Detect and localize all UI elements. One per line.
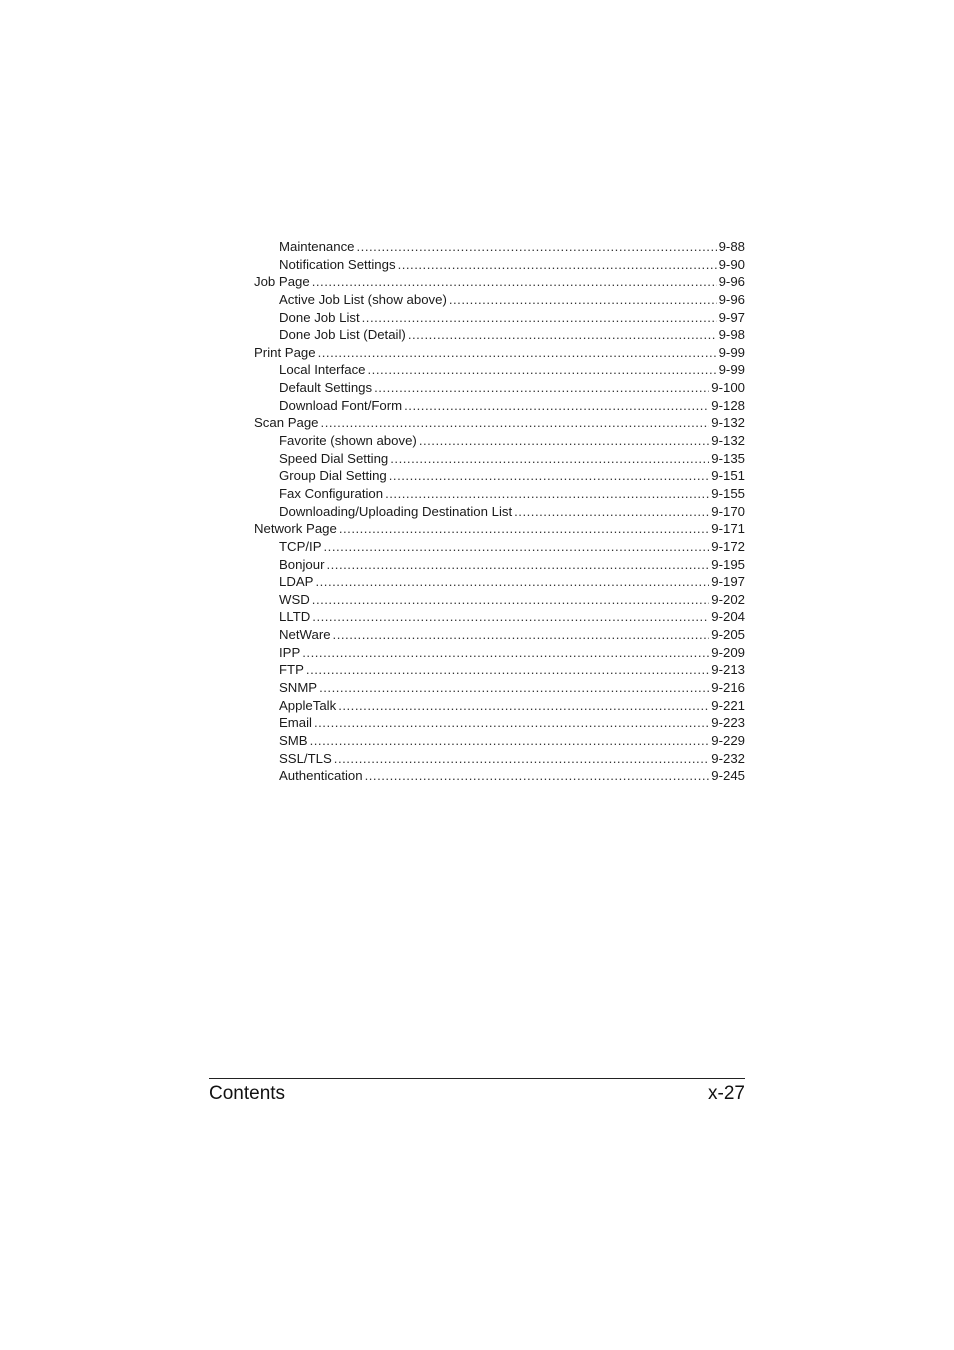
- toc-entry-label: Network Page: [254, 521, 337, 537]
- toc-entry-page: 9-204: [711, 609, 745, 625]
- toc-entry-label: SMB: [279, 732, 308, 748]
- toc-dot-leader: [398, 256, 717, 274]
- toc-entry[interactable]: [254, 309, 745, 327]
- footer-section-title: Contents: [209, 1083, 286, 1104]
- toc-entry-label: Active Job List (show above): [279, 291, 447, 307]
- toc-entry[interactable]: [254, 538, 745, 556]
- toc-entry[interactable]: [254, 750, 745, 768]
- toc-dot-leader: [385, 485, 709, 503]
- toc-entry-page: 9-128: [711, 397, 745, 413]
- toc-entry-page: 9-96: [718, 291, 745, 307]
- toc-dot-leader: [302, 644, 709, 662]
- toc-dot-leader: [312, 273, 717, 291]
- toc-entry-page: 9-132: [711, 433, 745, 449]
- toc-entry[interactable]: [254, 238, 745, 256]
- toc-entry[interactable]: [254, 714, 745, 732]
- toc-entry[interactable]: [254, 485, 745, 503]
- toc-entry-page: 9-223: [711, 715, 745, 731]
- toc-entry-label: Done Job List: [279, 309, 360, 325]
- toc-entry-label: Download Font/Form: [279, 397, 403, 413]
- toc-entry-label: Print Page: [254, 344, 316, 360]
- toc-entry-page: 9-216: [711, 680, 745, 696]
- toc-dot-leader: [314, 714, 709, 732]
- toc-entry-label: IPP: [279, 644, 301, 660]
- toc-entry-page: 9-232: [711, 750, 745, 766]
- toc-entry[interactable]: [254, 591, 745, 609]
- toc-entry-page: 9-132: [711, 415, 745, 431]
- toc-dot-leader: [368, 361, 717, 379]
- toc-dot-leader: [333, 626, 710, 644]
- toc-dot-leader: [310, 732, 710, 750]
- toc-entry[interactable]: [254, 467, 745, 485]
- toc-entry-label: Local Interface: [279, 362, 366, 378]
- toc-entry-page: 9-99: [718, 362, 745, 378]
- toc-dot-leader: [334, 750, 709, 768]
- toc-entry-page: 9-171: [711, 521, 745, 537]
- toc-entry[interactable]: [254, 679, 745, 697]
- toc-entry[interactable]: [254, 697, 745, 715]
- toc-entry-page: 9-213: [711, 662, 745, 678]
- toc-entry[interactable]: [254, 432, 745, 450]
- toc-entry-page: 9-151: [711, 468, 745, 484]
- toc-dot-leader: [326, 556, 709, 574]
- toc-entry-label: Group Dial Setting: [279, 468, 387, 484]
- toc-entry-page: 9-205: [711, 627, 745, 643]
- toc-dot-leader: [362, 309, 717, 327]
- toc-entry-page: 9-99: [718, 344, 745, 360]
- toc-entry-page: 9-197: [711, 574, 745, 590]
- toc-entry-label: Bonjour: [279, 556, 325, 572]
- toc-entry-label: Done Job List (Detail): [279, 327, 406, 343]
- toc-entry[interactable]: [254, 520, 745, 538]
- toc-entry-page: 9-88: [718, 239, 745, 254]
- toc-dot-leader: [365, 767, 710, 785]
- toc-dot-leader: [321, 414, 710, 432]
- toc-entry-label: Maintenance: [279, 239, 355, 254]
- toc-dot-leader: [318, 344, 717, 362]
- toc-entry[interactable]: [254, 414, 745, 432]
- toc-entry-label: Speed Dial Setting: [279, 450, 389, 466]
- toc-dot-leader: [404, 397, 709, 415]
- toc-dot-leader: [338, 697, 709, 715]
- toc-entry[interactable]: [254, 644, 745, 662]
- toc-entry[interactable]: [254, 273, 745, 291]
- toc-entry[interactable]: [254, 661, 745, 679]
- toc-entry-page: 9-96: [718, 274, 745, 290]
- toc-entry[interactable]: [254, 767, 745, 785]
- toc-entry-page: 9-229: [711, 732, 745, 748]
- toc-entry-page: 9-202: [711, 591, 745, 607]
- toc-entry-label: Notification Settings: [279, 256, 396, 272]
- toc-entry-label: AppleTalk: [279, 697, 337, 713]
- toc-entry-label: LDAP: [279, 574, 314, 590]
- toc-dot-leader: [449, 291, 717, 309]
- toc-entry-label: Authentication: [279, 768, 363, 784]
- toc-entry-label: SNMP: [279, 680, 318, 696]
- toc-entry[interactable]: [254, 361, 745, 379]
- toc-entry[interactable]: [254, 556, 745, 574]
- toc-entry-page: 9-97: [718, 309, 745, 325]
- toc-entry-page: 9-209: [711, 644, 745, 660]
- toc-entry-page: 9-135: [711, 450, 745, 466]
- toc-entry[interactable]: [254, 503, 745, 521]
- toc-entry-page: 9-90: [718, 256, 745, 272]
- toc-entry-label: Downloading/Uploading Destination List: [279, 503, 513, 519]
- toc-entry-label: Default Settings: [279, 380, 373, 396]
- toc-entry-label: WSD: [279, 591, 310, 607]
- toc-dot-leader: [312, 591, 709, 609]
- toc-dot-leader: [357, 238, 717, 256]
- page-footer: [209, 1082, 745, 1106]
- toc-dot-leader: [312, 608, 709, 626]
- toc-entry-page: 9-100: [711, 380, 745, 396]
- footer-divider: [209, 1078, 745, 1079]
- toc-entry[interactable]: [254, 732, 745, 750]
- toc-entry-page: 9-172: [711, 538, 745, 554]
- toc-entry[interactable]: [254, 573, 745, 591]
- toc-entry[interactable]: [254, 256, 745, 274]
- toc-entry[interactable]: [254, 379, 745, 397]
- toc-dot-leader: [419, 432, 709, 450]
- table-of-contents: [254, 238, 745, 785]
- toc-dot-leader: [514, 503, 709, 521]
- toc-entry-page: 9-195: [711, 556, 745, 572]
- toc-entry-label: Favorite (shown above): [279, 433, 417, 449]
- toc-entry[interactable]: [254, 626, 745, 644]
- toc-entry-label: FTP: [279, 662, 304, 678]
- toc-dot-leader: [374, 379, 709, 397]
- toc-dot-leader: [389, 467, 710, 485]
- toc-entry[interactable]: [254, 344, 745, 362]
- toc-entry[interactable]: [254, 608, 745, 626]
- toc-dot-leader: [390, 450, 709, 468]
- toc-entry-page: 9-245: [711, 768, 745, 784]
- toc-dot-leader: [408, 326, 717, 344]
- toc-entry-page: 9-98: [718, 327, 745, 343]
- toc-entry-label: Job Page: [254, 274, 310, 290]
- toc-entry[interactable]: [254, 397, 745, 415]
- toc-entry-label: SSL/TLS: [279, 750, 332, 766]
- footer-page-number: x-27: [708, 1083, 745, 1104]
- toc-entry[interactable]: [254, 291, 745, 309]
- toc-dot-leader: [324, 538, 710, 556]
- toc-entry-page: 9-170: [711, 503, 745, 519]
- toc-entry[interactable]: [254, 326, 745, 344]
- toc-dot-leader: [315, 573, 709, 591]
- toc-entry-page: 9-221: [711, 697, 745, 713]
- toc-entry-label: NetWare: [279, 627, 331, 643]
- toc-dot-leader: [339, 520, 709, 538]
- toc-entry[interactable]: [254, 450, 745, 468]
- toc-entry-label: Email: [279, 715, 312, 731]
- toc-entry-label: Fax Configuration: [279, 485, 384, 501]
- toc-dot-leader: [319, 679, 709, 697]
- toc-entry-label: LLTD: [279, 609, 311, 625]
- toc-entry-page: 9-155: [711, 485, 745, 501]
- toc-entry-label: TCP/IP: [279, 538, 322, 554]
- toc-dot-leader: [306, 661, 709, 679]
- toc-entry-label: Scan Page: [254, 415, 319, 431]
